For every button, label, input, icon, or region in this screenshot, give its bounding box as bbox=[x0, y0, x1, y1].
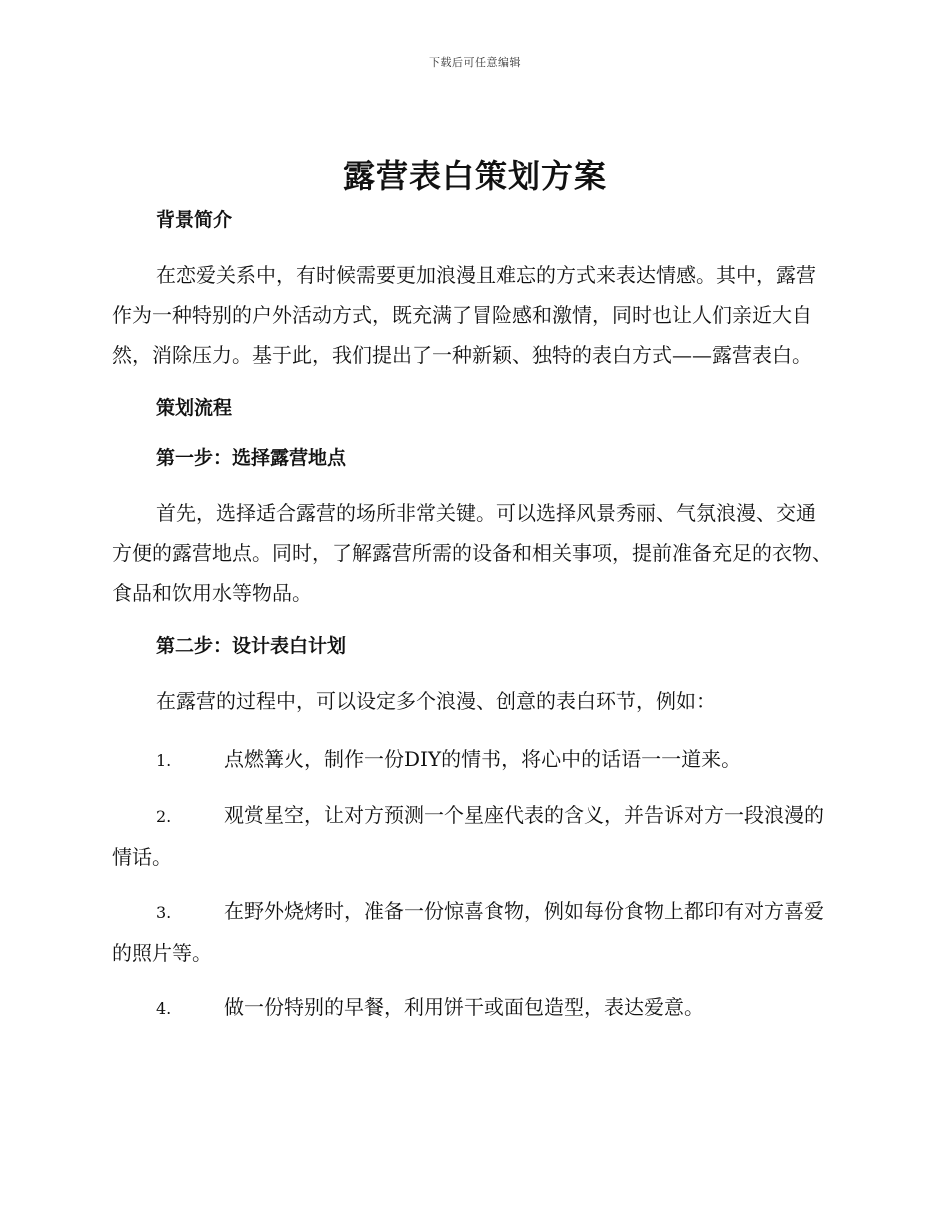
document-title: 露营表白策划方案 bbox=[342, 157, 607, 195]
list-item-number: 2. bbox=[156, 807, 172, 826]
list-item bbox=[112, 739, 834, 781]
list-item-number: 3. bbox=[156, 903, 172, 922]
header-note: 下载后可任意编辑 bbox=[429, 56, 521, 69]
step2-heading: 第二步：设计表白计划 bbox=[156, 635, 347, 657]
paragraph-step2: 在露营的过程中，可以设定多个浪漫、创意的表白环节，例如： bbox=[156, 689, 716, 713]
paragraph-step1: 首先，选择适合露营的场所非常关键。可以选择风景秀丽、气氛浪漫、交通方便的露营地点。同时，了解露营所需的设备和相关事项，提前准备充足的衣物、食品和饮用水等物品。 bbox=[112, 501, 832, 605]
paragraph-background: 在恋爱关系中，有时候需要更加浪漫且难忘的方式来表达情感。其中，露营作为一种特别的户外活动方式，既充满了冒险感和激情，同时也让人们亲近大自然，消除压力。基于此，我们提出了一种新颖、独特的表白方式——露营表白。 bbox=[112, 263, 816, 367]
list-item-number: 1. bbox=[156, 751, 172, 770]
list-item-text: 观赏星空，让对方预测一个星座代表的含义，并告诉对方一段浪漫的情话。 bbox=[112, 803, 824, 869]
list-item-text: 做一份特别的早餐，利用饼干或面包造型，表达爱意。 bbox=[224, 995, 704, 1019]
section-heading-background: 背景简介 bbox=[156, 209, 233, 231]
list-item-text: 点燃篝火，制作一份DIY的情书，将心中的话语一一道来。 bbox=[224, 747, 742, 771]
list-item bbox=[112, 795, 834, 877]
document-body bbox=[112, 205, 834, 1043]
list-item-text: 在野外烧烤时，准备一份惊喜食物，例如每份食物上都印有对方喜爱的照片等。 bbox=[112, 899, 824, 965]
step1-heading: 第一步：选择露营地点 bbox=[156, 447, 347, 469]
list-item bbox=[112, 987, 834, 1029]
list-item-number: 4. bbox=[156, 999, 172, 1018]
section-heading-process: 策划流程 bbox=[156, 397, 233, 419]
list-item bbox=[112, 891, 834, 973]
